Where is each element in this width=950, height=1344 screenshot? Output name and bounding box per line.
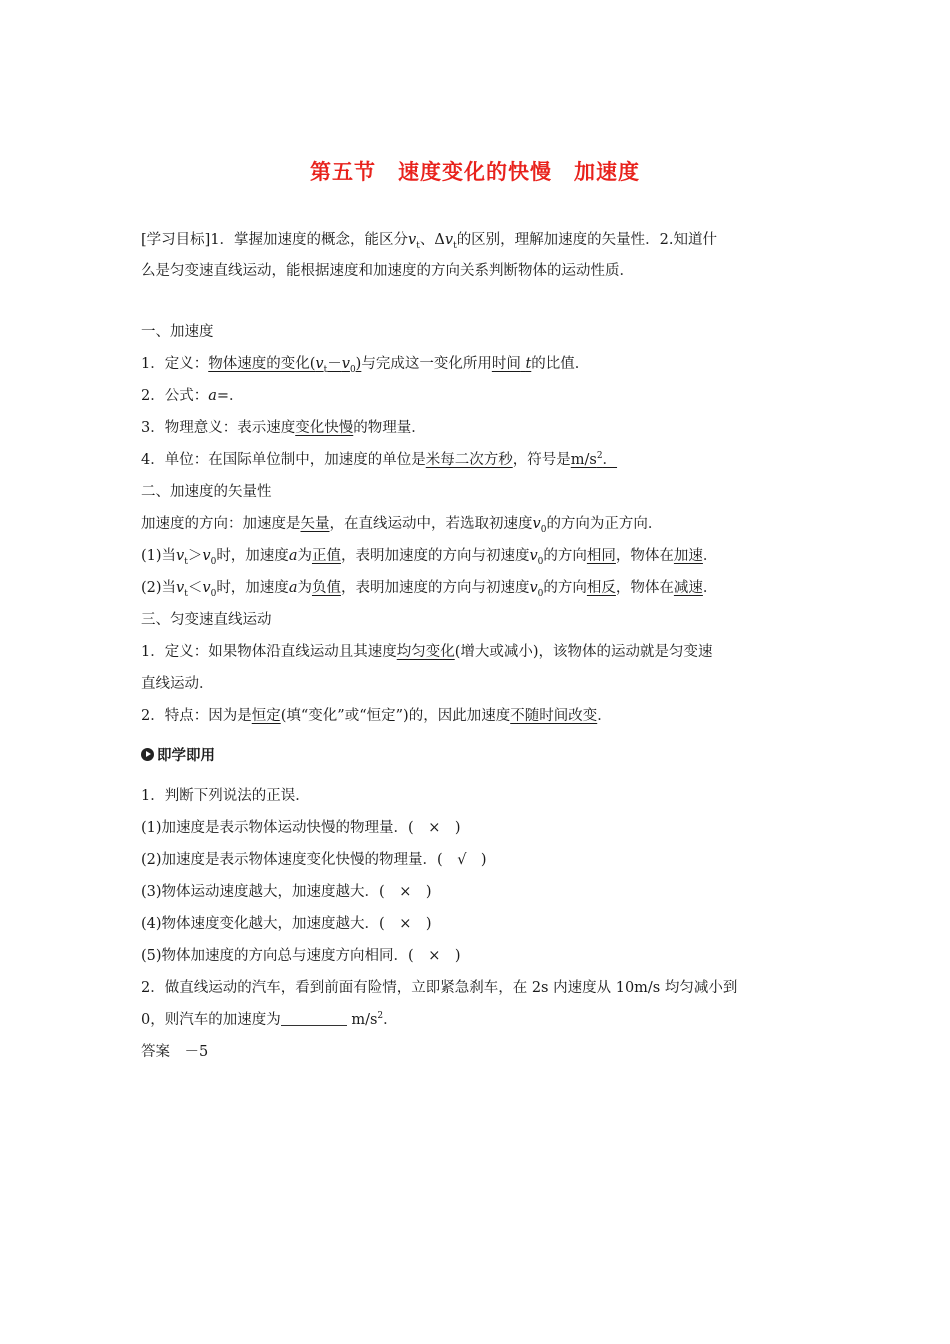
section-heading-vector: 二、加速度的矢量性 <box>141 484 272 500</box>
title-main: 速度变化的快慢 <box>398 160 552 184</box>
answer-blank <box>281 1011 347 1026</box>
definition-line: 1．定义：物体速度的变化$(v_t-v_0)$与完成这一变化所用时间 t的比值． <box>141 356 590 375</box>
unit-line: 4．单位：在国际单位制中，加速度的单位是米每二次方秒，符号是$m/s^2$． <box>141 451 618 468</box>
uniform-definition-line-2: 直线运动． <box>141 676 214 692</box>
list-item: (1)加速度是表示物体运动快慢的物理量．( × ) <box>141 820 461 836</box>
title-section-number: 第五节 <box>310 160 376 184</box>
question-1: 1．判断下列说法的正误． <box>141 788 310 804</box>
play-circle-icon <box>141 748 154 761</box>
answer-line: 答案 －5 <box>141 1044 209 1060</box>
question-2-line-2: 0，则汽车的加速度为 $m/s^2$． <box>141 1011 398 1028</box>
list-item: (2)加速度是表示物体速度变化快慢的物理量．( √ ) <box>141 852 487 868</box>
learning-goals-line-1: [学习目标]1．掌握加速度的概念，能区分$v_t$、$\Delta v_t$的区别，理解加速度的矢量性．2.知道什 <box>141 232 718 251</box>
case-decelerating-line: (2)当$v_t<v_0$时，加速度a为负值，表明加速度的方向与初速度$v_0$的方向相反，物体在减速． <box>141 580 718 599</box>
learning-goals-line-2: 么是匀变速直线运动，能根据速度和加速度的方向关系判断物体的运动性质． <box>141 263 634 279</box>
practice-heading: 即学即用 <box>141 746 215 766</box>
case-accelerating-line: (1)当$v_t>v_0$时，加速度a为正值，表明加速度的方向与初速度$v_0$的方向相同，物体在加速． <box>141 548 718 567</box>
section-heading-acceleration: 一、加速度 <box>141 324 214 340</box>
list-item: (5)物体加速度的方向总与速度方向相同．( × ) <box>141 948 461 964</box>
title-sub: 加速度 <box>574 160 640 184</box>
question-2-line-1: 2．做直线运动的汽车，看到前面有险情，立即紧急刹车，在 2s 内速度从 10m/s 均匀减小到 <box>141 980 738 996</box>
uniform-definition-line-1: 1．定义：如果物体沿直线运动且其速度均匀变化(增大或减小)，该物体的运动就是匀变速 <box>141 644 713 660</box>
formula-line: 2．公式：a=． <box>141 388 244 404</box>
direction-line: 加速度的方向：加速度是矢量，在直线运动中，若选取初速度$v_0$的方向为正方向． <box>141 516 663 535</box>
page-title <box>0 156 950 186</box>
meaning-line: 3．物理意义：表示速度变化快慢的物理量． <box>141 420 426 436</box>
section-heading-uniform: 三、匀变速直线运动 <box>141 612 272 628</box>
list-item: (4)物体速度变化越大，加速度越大．( × ) <box>141 916 432 932</box>
list-item: (3)物体运动速度越大，加速度越大．( × ) <box>141 884 432 900</box>
feature-line: 2．特点：因为是恒定(填“变化”或“恒定”)的，因此加速度不随时间改变． <box>141 708 612 724</box>
